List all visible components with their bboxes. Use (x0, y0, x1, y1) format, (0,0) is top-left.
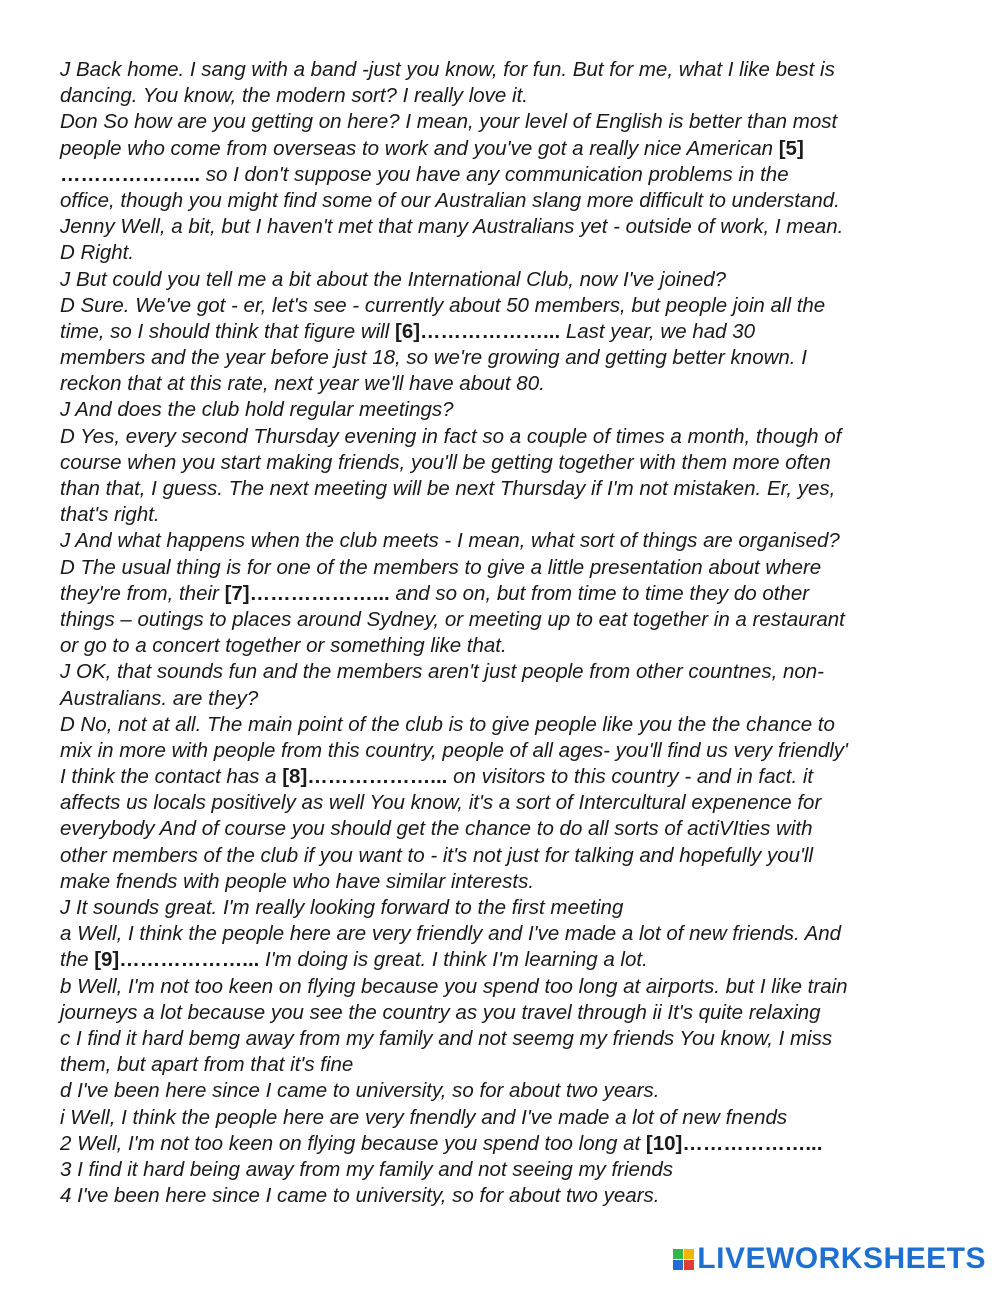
text-line (60, 816, 960, 842)
text-segment: so I don't suppose you have any communication problems in the (200, 162, 789, 186)
text-line (60, 974, 960, 1000)
answer-blank[interactable]: ………………... (60, 162, 201, 186)
text-segment: time, so I should think that figure will (60, 319, 395, 343)
text-line (60, 581, 960, 607)
text-line (60, 528, 960, 554)
text-segment: course when you start making friends, you'll be getting together with them more often (60, 450, 831, 474)
text-line (60, 1026, 960, 1052)
text-line (60, 345, 960, 371)
text-line (60, 371, 960, 397)
text-line (60, 502, 960, 528)
answer-blank[interactable]: [7]………………... (224, 581, 390, 605)
text-segment: mix in more with people from this country, people of all ages- you'll find us very friendly' (60, 738, 848, 762)
text-line (60, 57, 960, 83)
text-segment: everybody And of course you should get the chance to do all sorts of actiVIties with (60, 817, 813, 841)
text-segment: things – outings to places around Sydney, or meeting up to eat together in a restaurant (60, 607, 845, 631)
liveworksheets-icon (673, 1249, 694, 1270)
text-line (60, 659, 960, 685)
text-segment: J It sounds great. I'm really looking forward to the first meeting (60, 896, 624, 919)
text-line (60, 109, 960, 135)
answer-blank[interactable]: [10]………………... (645, 1131, 823, 1155)
text-segment: they're from, their (60, 581, 225, 605)
text-segment: J And does the club hold regular meetings? (60, 398, 454, 422)
text-segment: 2 Well, I'm not too keen on flying because you spend too long at (60, 1131, 646, 1155)
text-segment: them, but apart from that it's fine (60, 1053, 354, 1077)
text-segment: than that, I guess. The next meeting will be next Thursday if I'm not mistaken. Er, yes, (60, 477, 836, 500)
text-line (60, 214, 960, 240)
text-line (60, 476, 960, 502)
text-line (60, 1183, 960, 1209)
text-line (60, 450, 960, 476)
text-segment: affects us locals positively as well You know, it's a sort of Intercultural expenence for (60, 791, 822, 815)
text-line (60, 240, 960, 266)
text-segment: J But could you tell me a bit about the International Club, now I've joined? (60, 267, 727, 291)
text-line (60, 1105, 960, 1131)
text-segment: reckon that at this rate, next year we'll have about 80. (60, 372, 545, 396)
text-line (60, 686, 960, 712)
text-segment: D Right. (60, 241, 135, 265)
worksheet-text (60, 57, 960, 1209)
text-segment: b Well, I'm not too keen on flying because you spend too long at airports. but I like train (60, 974, 848, 998)
text-segment: dancing. You know, the modern sort? I really love it. (60, 84, 528, 108)
text-segment: c I find it hard bemg away from my family and not seemg my friends You know, I miss (60, 1026, 833, 1050)
text-segment: J And what happens when the club meets - I mean, what sort of things are organised? (60, 529, 840, 553)
text-line (60, 267, 960, 293)
text-segment: a Well, I think the people here are very friendly and I've made a lot of new friends. And (60, 922, 842, 946)
text-line (60, 424, 960, 450)
text-line (60, 293, 960, 319)
text-segment: I'm doing is great. I think I'm learning a lot. (259, 948, 648, 972)
text-line (60, 1052, 960, 1078)
text-line (60, 188, 960, 214)
text-segment: J OK, that sounds fun and the members aren't just people from other countnes, non- (60, 660, 824, 684)
text-segment: members and the year before just 18, so we're growing and getting better known. I (60, 346, 807, 370)
text-line (60, 790, 960, 816)
text-line (60, 1131, 960, 1157)
answer-blank[interactable]: [6]………………... (395, 319, 561, 343)
text-segment: i Well, I think the people here are very fnendly and I've made a lot of new fnends (60, 1105, 788, 1129)
text-segment: journeys a lot because you see the country as you travel through ii It's quite relaxing (60, 1000, 821, 1024)
text-line (60, 162, 960, 188)
logo-square-1 (673, 1249, 683, 1259)
text-segment: D Sure. We've got - er, let's see - currently about 50 members, but people join all the (60, 293, 826, 317)
text-line (60, 136, 960, 162)
answer-blank[interactable]: [9]………………... (94, 948, 260, 972)
text-segment: make fnends with people who have similar interests. (60, 869, 535, 893)
text-line (60, 633, 960, 659)
text-segment: Australians. are they? (60, 686, 259, 710)
text-segment: J Back home. I sang with a band -just you know, for fun. But for me, what I like best is (60, 58, 835, 81)
text-segment: Jenny Well, a bit, but I haven't met that many Australians yet - outside of work, I mean. (60, 215, 844, 239)
text-segment: people who come from overseas to work and you've got a really nice American (60, 136, 779, 160)
text-line (60, 947, 960, 973)
text-line (60, 83, 960, 109)
text-segment: other members of the club if you want to - it's not just for talking and hopefully you'll (60, 843, 814, 867)
text-line (60, 555, 960, 581)
text-segment: D The usual thing is for one of the members to give a little presentation about where (60, 555, 822, 579)
logo-square-2 (684, 1249, 694, 1259)
text-line (60, 895, 960, 921)
text-segment: D Yes, every second Thursday evening in fact so a couple of times a month, though of (60, 424, 842, 448)
text-segment: 3 I find it hard being away from my family and not seeing my friends (60, 1157, 674, 1181)
text-segment: Last year, we had 30 (560, 319, 756, 343)
answer-blank[interactable]: [5] (778, 136, 804, 160)
text-segment: Don So how are you getting on here? I mean, your level of English is better than most (60, 110, 838, 134)
liveworksheets-logo (673, 1244, 986, 1274)
logo-square-3 (673, 1260, 683, 1270)
text-segment: and so on, but from time to time they do other (389, 581, 810, 605)
text-segment: the (60, 948, 95, 972)
text-line (60, 1078, 960, 1104)
text-line (60, 921, 960, 947)
text-segment: on visitors to this country - and in fact. it (447, 765, 814, 789)
answer-blank[interactable]: [8]………………... (282, 765, 448, 789)
text-line (60, 319, 960, 345)
text-segment: d I've been here since I came to university, so for about two years. (60, 1079, 660, 1103)
text-segment: D No, not at all. The main point of the club is to give people like you the the chance to (60, 712, 835, 736)
text-line (60, 843, 960, 869)
text-line (60, 607, 960, 633)
text-line (60, 869, 960, 895)
text-segment: I think the contact has a (60, 765, 283, 789)
text-line (60, 764, 960, 790)
text-segment: that's right. (60, 503, 160, 527)
text-line (60, 397, 960, 423)
logo-text: LIVEWORKSHEETS (697, 1242, 986, 1275)
text-segment: or go to a concert together or something like that. (60, 634, 507, 658)
text-line (60, 712, 960, 738)
logo-square-4 (684, 1260, 694, 1270)
text-segment: 4 I've been here since I came to university, so for about two years. (60, 1184, 660, 1208)
text-line (60, 1157, 960, 1183)
text-line (60, 738, 960, 764)
text-segment: office, though you might find some of our Australian slang more difficult to understand. (60, 188, 840, 212)
text-line (60, 1000, 960, 1026)
